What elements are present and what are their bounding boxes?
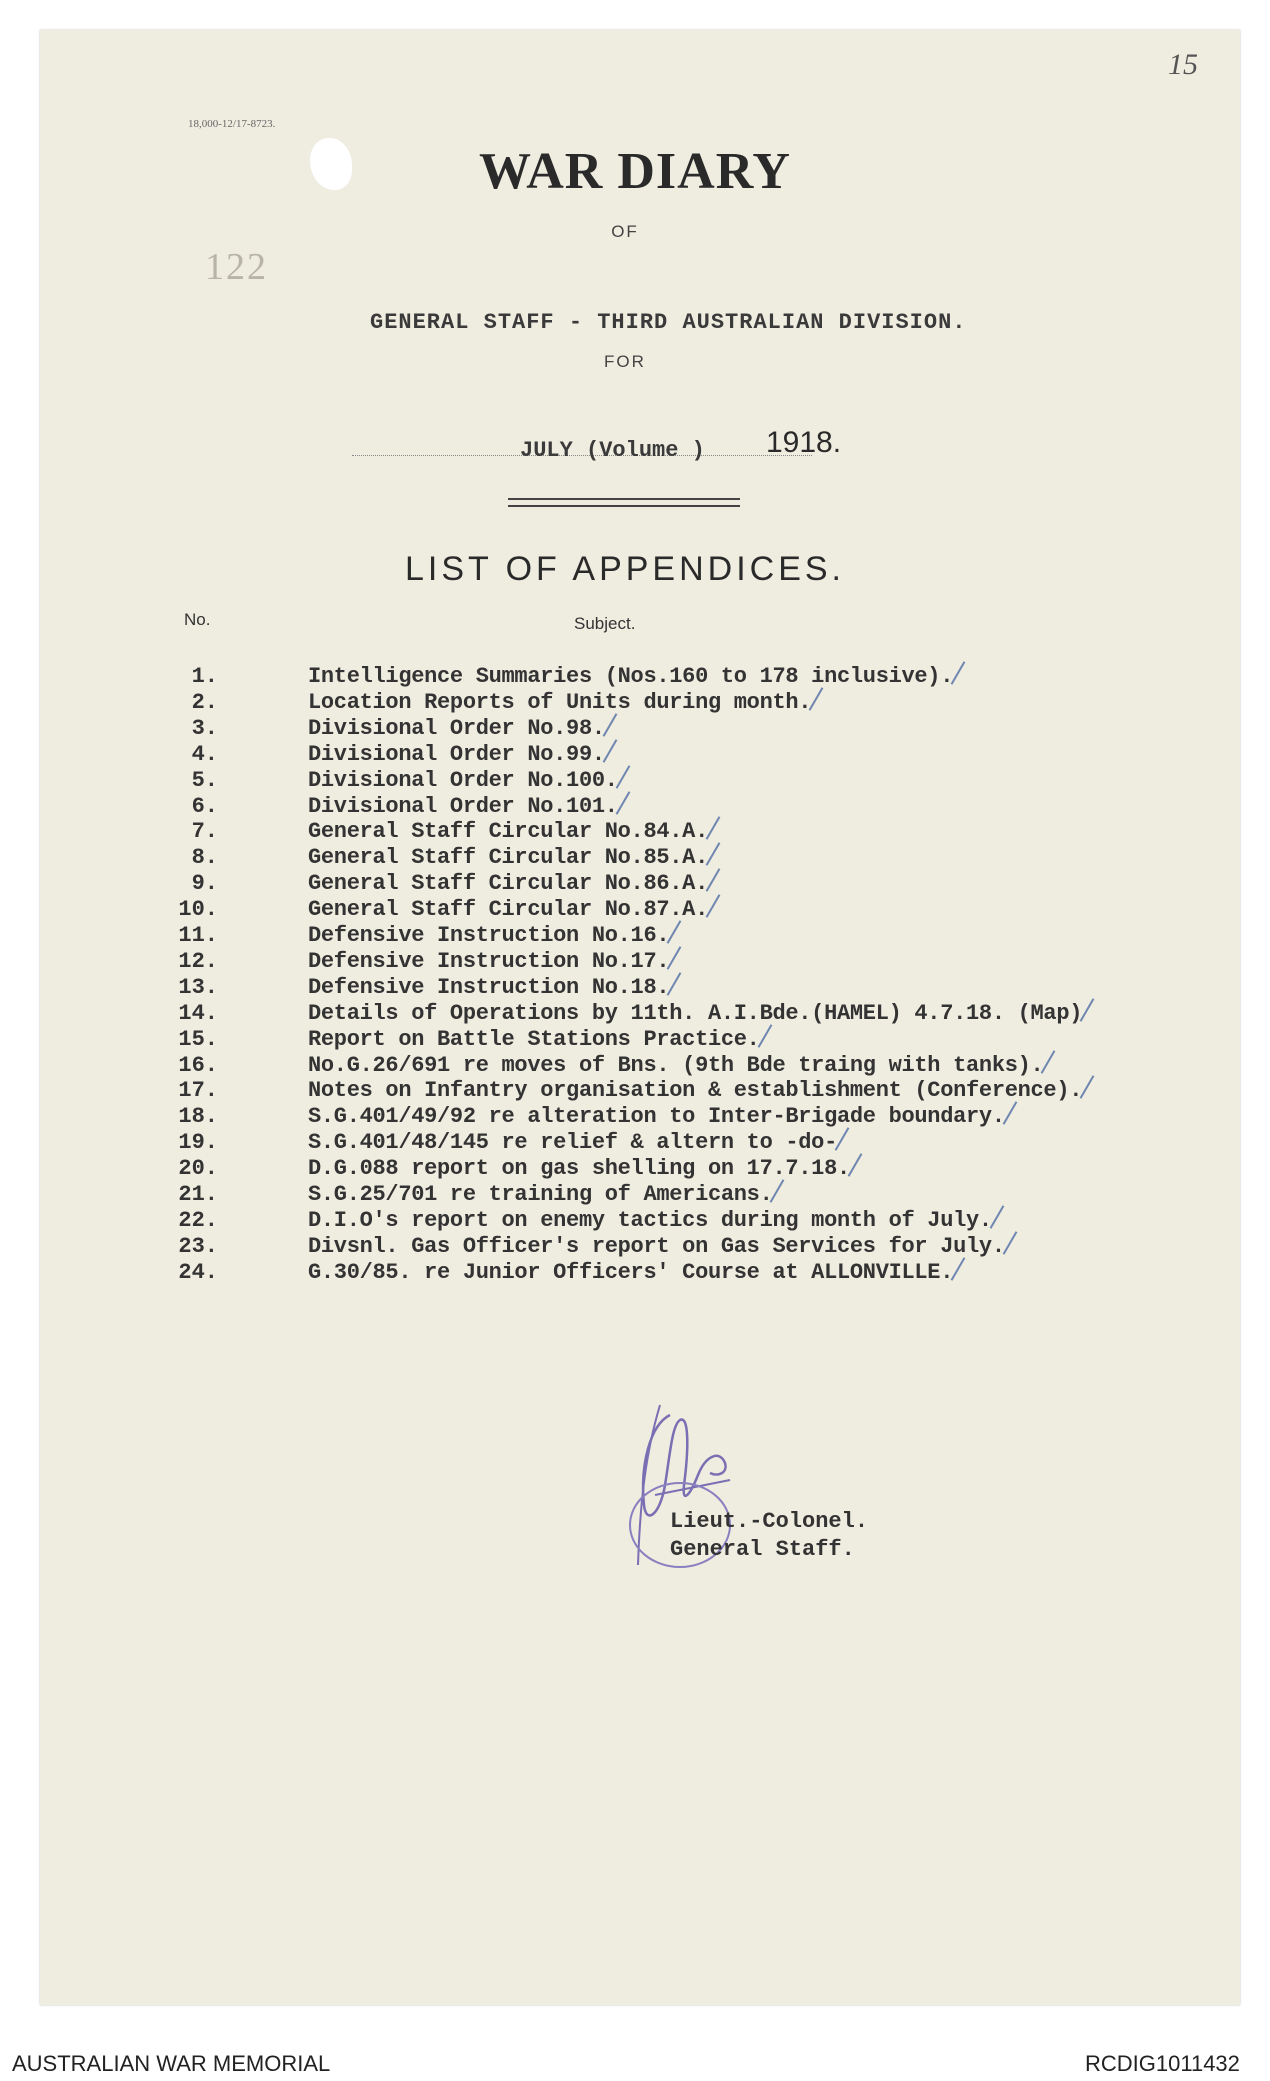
appendix-number: 18. bbox=[178, 1104, 218, 1130]
appendix-subject: General Staff Circular No.85.A. bbox=[308, 845, 708, 871]
appendix-subject: S.G.401/49/92 re alteration to Inter-Brigade boundary. bbox=[308, 1104, 1005, 1130]
appendix-subject: D.G.088 report on gas shelling on 17.7.18. bbox=[308, 1156, 850, 1182]
list-item bbox=[0, 1208, 1200, 1234]
appendix-subject: General Staff Circular No.87.A. bbox=[308, 897, 708, 923]
for-label: FOR bbox=[604, 352, 646, 371]
rank-line-1: Lieut.-Colonel. bbox=[670, 1509, 869, 1534]
list-item bbox=[0, 1104, 1200, 1130]
appendix-number: 10. bbox=[178, 897, 218, 923]
appendix-number: 8. bbox=[191, 845, 218, 871]
appendix-subject: Intelligence Summaries (Nos.160 to 178 inclusive). bbox=[308, 664, 954, 689]
appendix-number: 21. bbox=[178, 1182, 218, 1207]
footer-source: AUSTRALIAN WAR MEMORIAL bbox=[12, 2051, 331, 2076]
appendix-number: 22. bbox=[178, 1207, 218, 1233]
list-item bbox=[0, 1078, 1200, 1104]
appendix-subject: Defensive Instruction No.18. bbox=[308, 974, 670, 1000]
appendix-subject: Notes on Infantry organisation & establishment (Conference). bbox=[308, 1078, 1083, 1104]
rank-line-2: General Staff. bbox=[670, 1537, 855, 1562]
list-item bbox=[0, 1260, 1200, 1286]
page-title: WAR DIARY bbox=[479, 143, 791, 200]
footer-id: RCDIG1011432 bbox=[1085, 2051, 1240, 2076]
appendix-number: 9. bbox=[191, 871, 218, 897]
check-tick-icon bbox=[990, 1205, 1005, 1229]
appendix-subject: Location Reports of Units during month. bbox=[308, 689, 812, 715]
list-item bbox=[0, 1001, 1200, 1027]
appendix-number: 7. bbox=[191, 819, 218, 845]
appendix-number: 20. bbox=[178, 1156, 218, 1182]
appendix-number: 1. bbox=[191, 664, 218, 689]
list-item bbox=[0, 1156, 1200, 1182]
list-item bbox=[0, 923, 1200, 949]
appendix-number: 16. bbox=[178, 1052, 218, 1078]
list-item bbox=[0, 1182, 1200, 1208]
list-item bbox=[0, 1130, 1200, 1156]
appendix-number: 11. bbox=[178, 923, 218, 948]
check-tick-icon bbox=[1003, 1231, 1018, 1255]
check-tick-icon bbox=[758, 1024, 773, 1048]
list-item bbox=[0, 690, 1200, 716]
column-header-subject: Subject. bbox=[574, 614, 636, 633]
appendix-number: 3. bbox=[191, 715, 218, 741]
appendix-subject: Divisional Order No.98. bbox=[308, 715, 605, 741]
list-item bbox=[0, 664, 1200, 690]
check-tick-icon bbox=[603, 739, 618, 763]
appendix-subject: S.G.25/701 re training of Americans. bbox=[308, 1182, 773, 1207]
faint-archive-number: 122 bbox=[205, 246, 268, 288]
appendix-subject: General Staff Circular No.86.A. bbox=[308, 871, 708, 897]
list-item bbox=[0, 1234, 1200, 1260]
month-volume: JULY (Volume ) bbox=[520, 438, 705, 463]
of-label: OF bbox=[611, 222, 639, 241]
appendix-number: 12. bbox=[178, 948, 218, 974]
check-tick-icon bbox=[616, 765, 631, 789]
appendix-subject: Divsnl. Gas Officer's report on Gas Services for July. bbox=[308, 1233, 1005, 1259]
column-header-no: No. bbox=[184, 610, 211, 629]
appendix-number: 2. bbox=[191, 689, 218, 715]
appendix-number: 15. bbox=[178, 1026, 218, 1052]
double-rule-bottom bbox=[508, 505, 740, 507]
list-item bbox=[0, 949, 1200, 975]
appendix-subject: General Staff Circular No.84.A. bbox=[308, 819, 708, 845]
appendix-subject: Details of Operations by 11th. A.I.Bde.(HAMEL) 4.7.18. (Map) bbox=[308, 1000, 1083, 1026]
list-item bbox=[0, 819, 1200, 845]
appendix-number: 17. bbox=[178, 1078, 218, 1104]
list-item bbox=[0, 716, 1200, 742]
list-item bbox=[0, 897, 1200, 923]
year: 1918. bbox=[766, 426, 842, 459]
check-tick-icon bbox=[1003, 1102, 1018, 1126]
appendix-number: 6. bbox=[191, 793, 218, 819]
list-item bbox=[0, 742, 1200, 768]
list-item bbox=[0, 975, 1200, 1001]
list-item bbox=[0, 845, 1200, 871]
list-item bbox=[0, 794, 1200, 820]
appendix-number: 23. bbox=[178, 1233, 218, 1259]
check-tick-icon bbox=[616, 791, 631, 815]
list-item bbox=[0, 871, 1200, 897]
check-tick-icon bbox=[603, 713, 618, 737]
appendix-subject: S.G.401/48/145 re relief & altern to -do- bbox=[308, 1130, 837, 1156]
appendix-subject: Divisional Order No.101. bbox=[308, 793, 618, 819]
appendix-number: 24. bbox=[178, 1259, 218, 1285]
appendix-number: 19. bbox=[178, 1130, 218, 1156]
unit-name: GENERAL STAFF - THIRD AUSTRALIAN DIVISION. bbox=[370, 310, 967, 335]
appendix-subject: D.I.O's report on enemy tactics during month of July. bbox=[308, 1207, 992, 1233]
appendix-number: 4. bbox=[191, 741, 218, 767]
list-item bbox=[0, 1027, 1200, 1053]
signatory-rank bbox=[670, 1508, 868, 1564]
appendix-number: 5. bbox=[191, 767, 218, 793]
appendix-subject: Report on Battle Stations Practice. bbox=[308, 1026, 760, 1052]
double-rule-top bbox=[508, 498, 740, 500]
appendix-subject: Divisional Order No.99. bbox=[308, 741, 605, 767]
list-item bbox=[0, 768, 1200, 794]
appendix-subject: G.30/85. re Junior Officers' Course at ALLONVILLE. bbox=[308, 1259, 954, 1285]
appendix-number: 14. bbox=[178, 1000, 218, 1026]
list-title: LIST OF APPENDICES. bbox=[404, 550, 846, 588]
page-number: 15 bbox=[1168, 48, 1198, 81]
print-code: 18,000-12/17-8723. bbox=[188, 118, 276, 130]
list-item bbox=[0, 1053, 1200, 1079]
appendix-number: 13. bbox=[178, 974, 218, 1000]
appendix-subject: Defensive Instruction No.16. bbox=[308, 923, 670, 948]
appendix-subject: Divisional Order No.100. bbox=[308, 767, 618, 793]
appendix-subject: No.G.26/691 re moves of Bns. (9th Bde traing with tanks). bbox=[308, 1052, 1044, 1078]
appendix-subject: Defensive Instruction No.17. bbox=[308, 948, 670, 974]
